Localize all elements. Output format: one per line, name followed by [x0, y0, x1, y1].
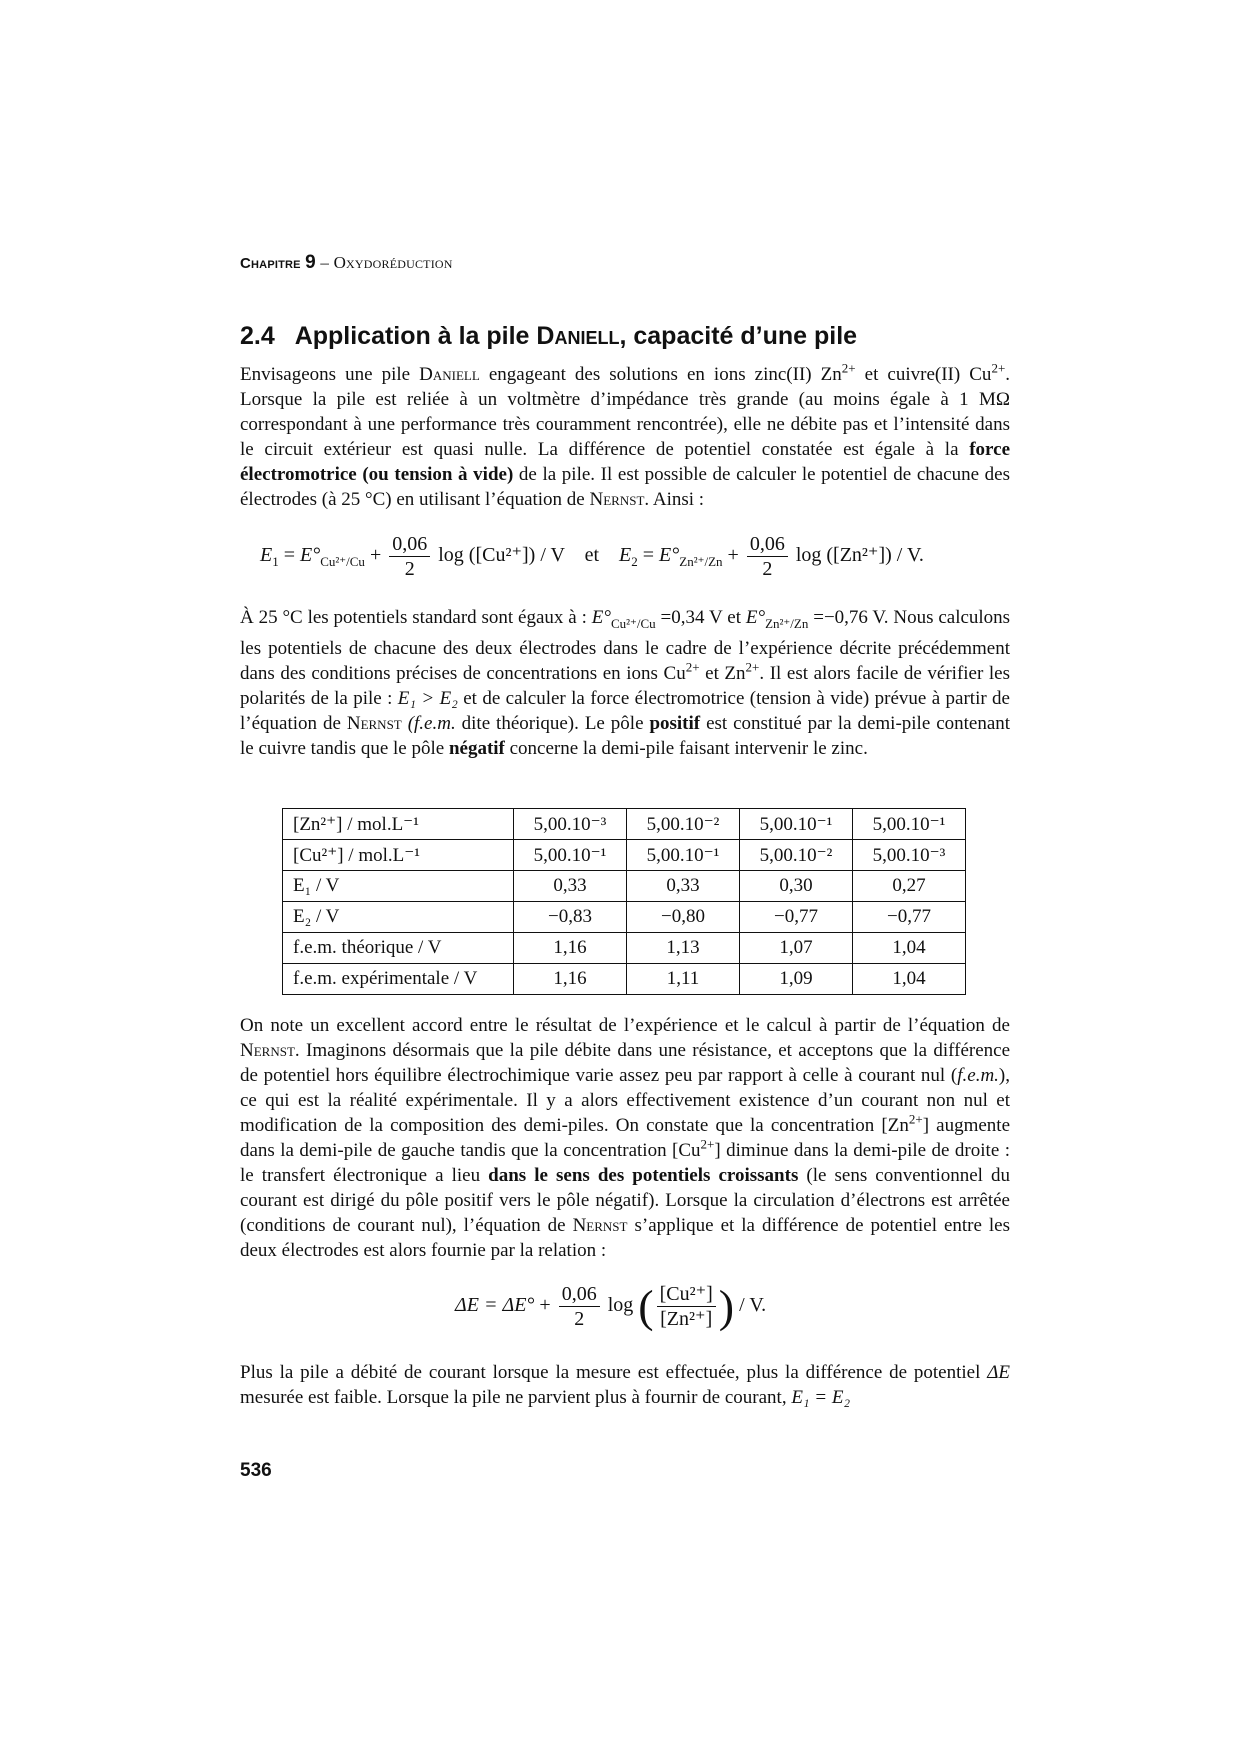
section-number: 2.4: [240, 322, 275, 350]
p1-bold: force électromotrice (ou tension à vide): [240, 439, 1011, 485]
paragraph-2: [240, 605, 1010, 761]
p3-name-nernst: Nernst: [240, 1040, 295, 1061]
eq1-estd-2: E°: [659, 544, 680, 567]
table-cell: 5,00.10⁻³: [853, 840, 966, 871]
p2-text-5: et de calculer la force électromotrice (tension à vide) prévue à partir de l’équation de: [240, 687, 1010, 734]
p2-text-2: Nous calculons les potentiels de chacune des deux électrodes dans le cadre de l’expérience décrite précédemment dans des conditions précises de concentrations en ions Cu: [240, 607, 1011, 684]
table-cell: −0,80: [627, 902, 740, 933]
eq2-lhs: ΔE = ΔE°: [455, 1294, 535, 1317]
table-cell: −0,83: [514, 902, 627, 933]
p4-equality: E₁ = E₂: [791, 1387, 851, 1408]
equation-2: [455, 1282, 1225, 1331]
table-row: [283, 840, 966, 871]
eq1-equals-2: =: [642, 544, 655, 567]
p4-delta-e: ΔE: [987, 1362, 1011, 1383]
p3-text-3: ), ce qui est la réalité expérimentale. Il y a alors effectivement existence d’un courant non nul et modification de la composition des demi-piles. On constate que la concentration [Zn: [240, 1065, 1010, 1136]
p1-text-1: Envisageons une pile: [240, 364, 411, 385]
eq1-unit-2: / V.: [896, 544, 924, 567]
table-cell: 1,16: [514, 933, 627, 964]
table-row: [283, 871, 966, 902]
eq1-num-2: 0,06: [747, 532, 788, 557]
eq2-frac-den: [Zn²⁺]: [660, 1308, 713, 1330]
p2-text-3: et Zn: [705, 662, 746, 684]
eq2-num: 0,06: [559, 1282, 600, 1307]
p2-sup-2: 2+: [745, 659, 760, 675]
eq2-log: log: [607, 1294, 634, 1317]
p2-value-2: =−0,76 V.: [813, 607, 889, 628]
p1-sup-2: 2+: [991, 360, 1006, 376]
p2-cu-couple: Cu²⁺/Cu: [610, 615, 656, 631]
p3-text-7: s’applique et la différence de potentiel entre les deux électrodes est alors fournie par la relation :: [240, 1215, 1011, 1261]
eq1-e2-sub: 2: [631, 554, 638, 570]
table-body: [283, 809, 966, 995]
table-row-label: [Zn²⁺] / mol.L⁻¹: [283, 809, 514, 840]
p3-fem: f.e.m.: [957, 1065, 999, 1086]
eq1-fraction-2: [747, 532, 788, 581]
p1-text-5: de la pile. Il est possible de calculer le potentiel de chacune des électrodes (à 25 °C) en utilisant l’équation de: [240, 464, 1011, 510]
table-row-label: f.e.m. expérimentale / V: [283, 964, 514, 995]
eq1-log-1: log: [438, 544, 464, 567]
p4-text-2: mesurée est faible. Lorsque la pile ne parvient plus à fournir de courant,: [240, 1387, 787, 1408]
eq1-equals-1: =: [283, 544, 295, 567]
table-cell: 0,33: [514, 871, 627, 902]
p2-bold-negatif: négatif: [448, 737, 505, 759]
paragraph-3: [240, 1013, 1010, 1263]
p2-name-nernst: Nernst: [346, 712, 402, 734]
eq1-plus-2: +: [727, 544, 739, 567]
p1-name-nernst: Nernst: [589, 489, 645, 510]
eq1-e2: E: [619, 544, 632, 567]
eq2-fraction-2: [657, 1282, 716, 1331]
eq1-cu-conc: ([Cu²⁺]): [468, 544, 536, 567]
table-cell: 5,00.10⁻¹: [740, 809, 853, 840]
page-number: 536: [240, 1460, 272, 1481]
section-title-name: Daniell: [536, 322, 620, 350]
p1-text-6: . Ainsi :: [644, 489, 705, 510]
eq1-den-2: 2: [762, 558, 773, 580]
table-cell: 0,33: [627, 871, 740, 902]
p1-name-daniell: Daniell: [419, 364, 480, 385]
p3-sup-2: 2+: [700, 1136, 715, 1152]
table-row: [283, 933, 966, 964]
table-cell: 1,07: [740, 933, 853, 964]
p2-bold-positif: positif: [649, 712, 701, 734]
eq1-plus-1: +: [369, 544, 382, 567]
p2-text-6: dite théorique). Le pôle: [461, 712, 644, 734]
p3-name-nernst-2: Nernst: [572, 1215, 628, 1236]
paragraph-1: [240, 362, 1010, 512]
table-row-label: E₁ / V: [283, 871, 514, 902]
p2-estd-2: E°: [745, 607, 766, 628]
table-cell: 5,00.10⁻²: [740, 840, 853, 871]
p1-text-2: engageant des solutions en ions zinc(II) Zn: [488, 364, 842, 385]
p2-value-1: =0,34 V et: [660, 607, 741, 628]
eq2-den: 2: [574, 1308, 585, 1330]
p1-text-4: . Lorsque la pile est reliée à un voltmètre d’impédance très grande (au moins égale à 1 MΩ correspondant à une performance très couramment rencontrée), elle ne débite pas et l’intensité dans le circuit extérieur est quasi nulle. La différence de potentiel constatée est égale à la: [240, 364, 1011, 460]
p2-fem: (f.e.m.: [407, 712, 456, 734]
table-cell: 5,00.10⁻³: [514, 809, 627, 840]
table-row: [283, 809, 966, 840]
eq2-fraction-1: [559, 1282, 600, 1331]
table-cell: −0,77: [740, 902, 853, 933]
p2-estd-1: E°: [591, 607, 611, 628]
table-cell: 1,04: [853, 933, 966, 964]
table-cell: 5,00.10⁻²: [627, 809, 740, 840]
p3-sup-1: 2+: [908, 1111, 923, 1127]
paragraph-4: [240, 1360, 1010, 1410]
p3-text-5: ] diminue dans la demi-pile de droite : le transfert électronique a lieu: [240, 1140, 1010, 1186]
potential-table: [282, 808, 966, 995]
table-row: [283, 964, 966, 995]
table-cell: 1,11: [627, 964, 740, 995]
eq2-right-paren: ): [718, 1280, 735, 1332]
eq1-e1-sub: 1: [272, 554, 279, 570]
table-cell: 0,27: [853, 871, 966, 902]
table-row-label: f.e.m. théorique / V: [283, 933, 514, 964]
table-cell: 5,00.10⁻¹: [627, 840, 740, 871]
table-cell: 1,13: [627, 933, 740, 964]
chapter-number: 9: [305, 252, 316, 273]
eq1-log-2: log: [795, 544, 822, 567]
p3-text-2: . Imaginons désormais que la pile débite dans une résistance, et acceptons que la différence de potentiel hors équilibre électrochimique varie assez peu par rapport à celle à courant nul (: [240, 1040, 1010, 1086]
p4-text-1: Plus la pile a débité de courant lorsque la mesure est effectuée, plus la différence de potentiel: [240, 1362, 981, 1383]
p2-inequality: E₁ > E₂: [397, 687, 458, 709]
p2-sup-1: 2+: [685, 659, 700, 675]
p2-text-1: À 25 °C les potentiels standard sont égaux à :: [240, 607, 587, 628]
running-header: [240, 252, 453, 274]
p3-text-1: On note un excellent accord entre le résultat de l’expérience et le calcul à partir de l’équation de: [240, 1015, 1010, 1036]
p3-bold: dans le sens des potentiels croissants: [488, 1165, 799, 1186]
eq2-left-paren: (: [638, 1280, 654, 1332]
eq1-et: et: [584, 544, 600, 567]
table-row-label: [Cu²⁺] / mol.L⁻¹: [283, 840, 514, 871]
eq2-plus: +: [539, 1294, 551, 1317]
table-row-label: E₂ / V: [283, 902, 514, 933]
p2-text-4: . Il est alors facile de vérifier les polarités de la pile :: [240, 662, 1011, 709]
eq1-unit-1: / V: [540, 544, 565, 567]
eq2-unit: / V.: [739, 1294, 767, 1317]
table-cell: 5,00.10⁻¹: [514, 840, 627, 871]
p3-text-6: (le sens conventionnel du courant est dirigé du pôle positif vers le pôle négatif). Lorsque la circulation d’électrons est arrêtée (conditions de courant nul), l’équation de: [240, 1165, 1010, 1236]
eq1-cu-couple: Cu²⁺/Cu: [320, 554, 365, 570]
chapter-title: Oxydoréduction: [333, 253, 453, 272]
eq1-zn-conc: ([Zn²⁺]): [826, 544, 892, 567]
table-cell: 1,04: [853, 964, 966, 995]
p2-zn-couple: Zn²⁺/Zn: [765, 615, 809, 631]
p2-text-8: concerne la demi-pile faisant intervenir le zinc.: [509, 737, 868, 759]
table-cell: 5,00.10⁻¹: [853, 809, 966, 840]
table-cell: −0,77: [853, 902, 966, 933]
p2-text-7: est constitué par la demi-pile contenant le cuivre tandis que le pôle: [240, 712, 1011, 759]
section-title-after: , capacité d’une pile: [619, 322, 858, 350]
table-cell: 1,09: [740, 964, 853, 995]
eq1-den-1: 2: [404, 558, 415, 580]
eq2-frac-num: [Cu²⁺]: [657, 1282, 716, 1307]
p3-text-4: ] augmente dans la demi-pile de gauche tandis que la concentration [Cu: [240, 1115, 1011, 1161]
eq1-estd-1: E°: [300, 544, 321, 567]
section-title-before: Application à la pile: [294, 322, 530, 350]
eq1-num-1: 0,06: [389, 532, 430, 557]
p1-sup-1: 2+: [841, 360, 856, 376]
section-title: [240, 322, 857, 351]
header-separator: –: [320, 253, 330, 272]
eq1-e1: E: [260, 544, 273, 567]
eq1-fraction-1: [389, 532, 430, 581]
eq1-zn-couple: Zn²⁺/Zn: [679, 554, 723, 570]
table-row: [283, 902, 966, 933]
table-cell: 0,30: [740, 871, 853, 902]
table-cell: 1,16: [514, 964, 627, 995]
p1-text-3: et cuivre(II) Cu: [864, 364, 992, 385]
chapter-word: Chapitre: [240, 255, 301, 272]
equation-1: [260, 532, 1030, 581]
